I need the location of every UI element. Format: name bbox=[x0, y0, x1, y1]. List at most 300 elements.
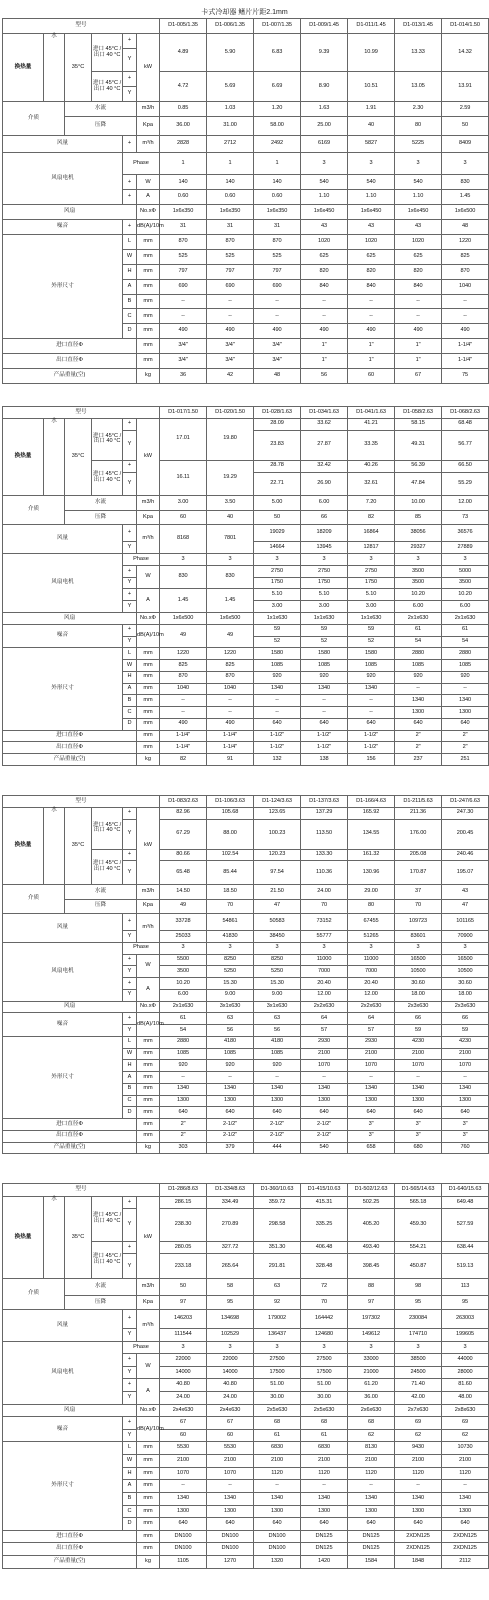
value-cell: -- bbox=[348, 294, 395, 309]
value-cell: 2x1x630 bbox=[395, 612, 442, 624]
value-cell: 65.48 bbox=[160, 861, 207, 885]
value-cell: 38056 bbox=[395, 524, 442, 542]
weight-label: 产品重量(空) bbox=[3, 368, 137, 383]
value-cell: 1 bbox=[160, 153, 207, 175]
model-name: D1-017/1.50 bbox=[160, 407, 207, 419]
value-cell: 7000 bbox=[348, 966, 395, 978]
value-cell: 63 bbox=[254, 1013, 301, 1025]
value-cell: 565.18 bbox=[395, 1196, 442, 1209]
value-cell: 1120 bbox=[254, 1467, 301, 1480]
unit-mm: mm bbox=[137, 264, 160, 279]
value-cell: 1070 bbox=[348, 1060, 395, 1072]
unit-mm: mm bbox=[137, 1467, 160, 1480]
value-cell: 2492 bbox=[254, 136, 301, 153]
dimension-letter: H bbox=[123, 1060, 137, 1072]
value-cell: 38500 bbox=[395, 1354, 442, 1367]
water-label: 水 bbox=[44, 1196, 65, 1279]
dimensions-label: 外形尺寸 bbox=[3, 1442, 123, 1530]
unit-w: W bbox=[137, 954, 160, 978]
value-cell: 66.50 bbox=[442, 460, 489, 472]
table-row bbox=[3, 554, 489, 566]
value-cell: 840 bbox=[348, 279, 395, 294]
value-cell: 2930 bbox=[348, 1036, 395, 1048]
air-volume-label: 风量 bbox=[3, 1310, 123, 1342]
value-cell: -- bbox=[395, 309, 442, 324]
value-cell: 60 bbox=[348, 368, 395, 383]
value-cell: 120.23 bbox=[254, 849, 301, 861]
unit-m3h-air: m³/h bbox=[137, 524, 160, 553]
value-cell: 3 bbox=[395, 942, 442, 954]
value-cell: 640 bbox=[442, 718, 489, 730]
model-name: D1-020/1.50 bbox=[207, 407, 254, 419]
unit-mm: mm bbox=[137, 1455, 160, 1468]
value-cell: 2XDN125 bbox=[442, 1543, 489, 1556]
water-label: 水 bbox=[44, 807, 65, 884]
value-cell: 64 bbox=[348, 1013, 395, 1025]
value-cell: 97 bbox=[348, 1295, 395, 1309]
value-cell: 8168 bbox=[160, 524, 207, 553]
value-cell: 334.49 bbox=[207, 1196, 254, 1209]
value-cell: 66 bbox=[442, 1013, 489, 1025]
value-cell: 197302 bbox=[348, 1310, 395, 1329]
value-cell: 27500 bbox=[254, 1354, 301, 1367]
value-cell: 5225 bbox=[395, 136, 442, 153]
dimensions-label: 外形尺寸 bbox=[3, 1036, 123, 1118]
table-row bbox=[3, 1341, 489, 1354]
value-cell: 6830 bbox=[301, 1442, 348, 1455]
value-cell: 67.29 bbox=[160, 819, 207, 849]
value-cell: 161.32 bbox=[348, 849, 395, 861]
value-cell: 519.13 bbox=[442, 1254, 489, 1279]
noise-label: 噪音 bbox=[3, 1417, 123, 1442]
value-cell: 251 bbox=[442, 754, 489, 766]
value-cell: -- bbox=[348, 1072, 395, 1084]
value-cell: 1750 bbox=[348, 577, 395, 589]
value-cell: 18.00 bbox=[442, 989, 489, 1001]
value-cell: 2880 bbox=[160, 1036, 207, 1048]
value-cell: 28.78 bbox=[254, 460, 301, 472]
table-row bbox=[3, 153, 489, 175]
value-cell: 1.10 bbox=[301, 190, 348, 205]
value-cell: 61 bbox=[301, 1429, 348, 1442]
value-cell: 1 bbox=[207, 153, 254, 175]
air-volume-label: 风量 bbox=[3, 524, 123, 553]
value-cell: 920 bbox=[254, 671, 301, 683]
value-cell: 1300 bbox=[348, 1095, 395, 1107]
value-cell: 1085 bbox=[442, 660, 489, 672]
value-cell: 640 bbox=[442, 1518, 489, 1531]
value-cell: 1x6x500 bbox=[207, 612, 254, 624]
value-cell: 690 bbox=[254, 279, 301, 294]
value-cell: 1120 bbox=[348, 1467, 395, 1480]
value-cell: 359.72 bbox=[254, 1196, 301, 1209]
table-row bbox=[3, 624, 489, 636]
value-cell: 1-1/4" bbox=[160, 742, 207, 754]
plus-label: + bbox=[123, 136, 137, 153]
inlet-outlet-label: 进口 45°C /出口 40 °C bbox=[92, 807, 123, 849]
value-cell: 59 bbox=[395, 1025, 442, 1037]
unit-w: W bbox=[137, 175, 160, 190]
value-cell: 263003 bbox=[442, 1310, 489, 1329]
value-cell: 1x1x630 bbox=[348, 612, 395, 624]
table-row bbox=[3, 742, 489, 754]
dimension-letter: D bbox=[123, 718, 137, 730]
value-cell: 49 bbox=[160, 624, 207, 648]
value-cell: 640 bbox=[395, 1518, 442, 1531]
value-cell: 870 bbox=[160, 671, 207, 683]
value-cell: 1300 bbox=[301, 1505, 348, 1518]
value-cell: 10.00 bbox=[395, 496, 442, 511]
value-cell: DN125 bbox=[348, 1530, 395, 1543]
value-cell: 2" bbox=[442, 742, 489, 754]
unit-mm: mm bbox=[137, 1518, 160, 1531]
value-cell: 137.29 bbox=[301, 807, 348, 819]
value-cell: 9430 bbox=[395, 1442, 442, 1455]
value-cell: 16864 bbox=[348, 524, 395, 542]
value-cell: 85.44 bbox=[207, 861, 254, 885]
value-cell: 640 bbox=[254, 718, 301, 730]
value-cell: 13.33 bbox=[395, 33, 442, 71]
dimension-letter: D bbox=[123, 324, 137, 339]
value-cell: 797 bbox=[160, 264, 207, 279]
value-cell: 1-1/2" bbox=[301, 730, 348, 742]
value-cell: 7801 bbox=[207, 524, 254, 553]
value-cell: 54861 bbox=[207, 913, 254, 931]
table-row bbox=[3, 1404, 489, 1417]
value-cell: 450.87 bbox=[395, 1254, 442, 1279]
value-cell: 1x6x450 bbox=[301, 205, 348, 220]
pressure-drop-label: 压降 bbox=[65, 116, 137, 135]
unit-mm: mm bbox=[137, 1492, 160, 1505]
value-cell: 1300 bbox=[160, 1095, 207, 1107]
value-cell: 1-1/4" bbox=[207, 730, 254, 742]
value-cell: 1.45 bbox=[442, 190, 489, 205]
value-cell: 67 bbox=[160, 1417, 207, 1430]
table-row bbox=[3, 496, 489, 511]
value-cell: 1040 bbox=[207, 683, 254, 695]
value-cell: 10500 bbox=[395, 966, 442, 978]
value-cell: 68 bbox=[254, 1417, 301, 1430]
inlet-outlet-label: 进口 45°C /出口 40 °C bbox=[92, 418, 123, 460]
value-cell: 3500 bbox=[395, 565, 442, 577]
value-cell: 54 bbox=[160, 1025, 207, 1037]
value-cell: 493.40 bbox=[348, 1241, 395, 1254]
value-cell: 10500 bbox=[442, 966, 489, 978]
value-cell: -- bbox=[207, 294, 254, 309]
unit-a: A bbox=[137, 978, 160, 1002]
value-cell: 379 bbox=[207, 1142, 254, 1154]
value-cell: 8.90 bbox=[301, 72, 348, 102]
unit-kw: kW bbox=[137, 807, 160, 884]
value-cell: 328.48 bbox=[301, 1254, 348, 1279]
value-cell: 405.20 bbox=[348, 1209, 395, 1241]
value-cell: 28.09 bbox=[254, 418, 301, 430]
value-cell: 51265 bbox=[348, 931, 395, 943]
value-cell: 61 bbox=[254, 1429, 301, 1442]
unit-mm: mm bbox=[137, 1072, 160, 1084]
value-cell: -- bbox=[348, 695, 395, 707]
noise-label: 噪音 bbox=[3, 1013, 123, 1037]
value-cell: 81.60 bbox=[442, 1379, 489, 1392]
value-cell: 1.45 bbox=[160, 589, 207, 613]
value-cell: 2x8x630 bbox=[442, 1404, 489, 1417]
value-cell: 3 bbox=[301, 153, 348, 175]
value-cell: 29327 bbox=[395, 542, 442, 554]
value-cell: 2.59 bbox=[442, 101, 489, 116]
table-row bbox=[3, 1184, 489, 1197]
value-cell: 23.83 bbox=[254, 430, 301, 460]
plus-label: + bbox=[123, 175, 137, 190]
value-cell: 14.50 bbox=[160, 884, 207, 899]
value-cell: 67 bbox=[395, 368, 442, 383]
flow-label: 水流 bbox=[65, 496, 137, 511]
value-cell: 8130 bbox=[348, 1442, 395, 1455]
inlet-label: 进口直径Φ bbox=[3, 1119, 137, 1131]
value-cell: -- bbox=[348, 309, 395, 324]
dimension-letter: C bbox=[123, 1095, 137, 1107]
spec-table bbox=[2, 18, 489, 384]
value-cell: 5250 bbox=[254, 966, 301, 978]
value-cell: 30.00 bbox=[254, 1392, 301, 1405]
value-cell: 67455 bbox=[348, 913, 395, 931]
value-cell: -- bbox=[301, 294, 348, 309]
plus-label: + bbox=[123, 33, 137, 48]
value-cell: 132 bbox=[254, 754, 301, 766]
value-cell: 80.66 bbox=[160, 849, 207, 861]
value-cell: 327.72 bbox=[207, 1241, 254, 1254]
unit-mm: mm bbox=[137, 1060, 160, 1072]
value-cell: 3.50 bbox=[207, 496, 254, 511]
value-cell: 63 bbox=[254, 1279, 301, 1295]
value-cell: 1085 bbox=[301, 660, 348, 672]
value-cell: 61 bbox=[395, 624, 442, 636]
value-cell: 52 bbox=[348, 636, 395, 648]
value-cell: 16500 bbox=[442, 954, 489, 966]
pressure-drop-label: 压降 bbox=[65, 511, 137, 524]
value-cell: 95 bbox=[442, 1295, 489, 1309]
value-cell: 18209 bbox=[301, 524, 348, 542]
value-cell: 280.05 bbox=[160, 1241, 207, 1254]
y-label: Y bbox=[123, 542, 137, 554]
value-cell: 3 bbox=[395, 554, 442, 566]
value-cell: 7.20 bbox=[348, 496, 395, 511]
value-cell: 3 bbox=[348, 1341, 395, 1354]
value-cell: 52 bbox=[254, 636, 301, 648]
value-cell: 3/4" bbox=[160, 354, 207, 369]
table-row bbox=[3, 1417, 489, 1430]
value-cell: 230084 bbox=[395, 1310, 442, 1329]
value-cell: -- bbox=[160, 1480, 207, 1493]
table-row bbox=[3, 511, 489, 524]
value-cell: -- bbox=[301, 1480, 348, 1493]
unit-kw: kW bbox=[137, 33, 160, 101]
unit-fan: No.xΦ bbox=[137, 1001, 160, 1013]
value-cell: 649.48 bbox=[442, 1196, 489, 1209]
medium-label: 介质 bbox=[3, 1279, 65, 1310]
y-label: Y bbox=[123, 430, 137, 460]
value-cell: 25033 bbox=[160, 931, 207, 943]
unit-mm: mm bbox=[137, 1530, 160, 1543]
value-cell: 3" bbox=[348, 1130, 395, 1142]
value-cell: 490 bbox=[160, 718, 207, 730]
y-label: Y bbox=[123, 87, 137, 102]
value-cell: 2750 bbox=[301, 565, 348, 577]
value-cell: 1085 bbox=[207, 1048, 254, 1060]
unit-kpa: Kpa bbox=[137, 1295, 160, 1309]
value-cell: 3x1x630 bbox=[207, 1001, 254, 1013]
value-cell: 62 bbox=[442, 1429, 489, 1442]
noise-label: 噪音 bbox=[3, 624, 123, 648]
value-cell: 3 bbox=[207, 554, 254, 566]
outlet-label: 出口直径Φ bbox=[3, 742, 137, 754]
value-cell: 73 bbox=[442, 511, 489, 524]
inlet-label: 进口直径Φ bbox=[3, 1530, 137, 1543]
capacity-label: 换热量 bbox=[3, 33, 44, 101]
value-cell: 406.48 bbox=[301, 1241, 348, 1254]
value-cell: 1.45 bbox=[207, 589, 254, 613]
value-cell: 2750 bbox=[348, 565, 395, 577]
value-cell: 1085 bbox=[160, 1048, 207, 1060]
value-cell: 1340 bbox=[442, 695, 489, 707]
value-cell: 70 bbox=[301, 900, 348, 913]
unit-mm: mm bbox=[137, 1048, 160, 1060]
value-cell: 1300 bbox=[207, 1505, 254, 1518]
value-cell: 270.89 bbox=[207, 1209, 254, 1241]
value-cell: 33728 bbox=[160, 913, 207, 931]
unit-mm: mm bbox=[137, 707, 160, 719]
value-cell: 6.00 bbox=[395, 601, 442, 613]
temp-label: 35°C bbox=[65, 33, 92, 101]
value-cell: 680 bbox=[395, 1142, 442, 1154]
value-cell: 51.00 bbox=[301, 1379, 348, 1392]
value-cell: 33.35 bbox=[348, 430, 395, 460]
dimension-letter: B bbox=[123, 1083, 137, 1095]
value-cell: 2-1/2" bbox=[207, 1119, 254, 1131]
value-cell: 102.54 bbox=[207, 849, 254, 861]
value-cell: -- bbox=[348, 1480, 395, 1493]
value-cell: 240.46 bbox=[442, 849, 489, 861]
value-cell: 3x1x630 bbox=[254, 1001, 301, 1013]
unit-mm: mm bbox=[137, 683, 160, 695]
value-cell: 1x6x350 bbox=[160, 205, 207, 220]
table-row bbox=[3, 368, 489, 383]
value-cell: 459.30 bbox=[395, 1209, 442, 1241]
value-cell: 19.29 bbox=[207, 460, 254, 495]
table-row bbox=[3, 1013, 489, 1025]
value-cell: 75 bbox=[442, 368, 489, 383]
air-volume-label: 风量 bbox=[3, 136, 123, 153]
value-cell: 298.58 bbox=[254, 1209, 301, 1241]
inlet-outlet-label: 进口 45°C /出口 40 °C bbox=[92, 1241, 123, 1279]
unit-mm: mm bbox=[137, 718, 160, 730]
plus-label: + bbox=[123, 978, 137, 990]
value-cell: 0.60 bbox=[160, 190, 207, 205]
value-cell: 237 bbox=[395, 754, 442, 766]
value-cell: 1070 bbox=[395, 1060, 442, 1072]
value-cell: 1300 bbox=[395, 1505, 442, 1518]
value-cell: 1x6x500 bbox=[160, 612, 207, 624]
plus-label: + bbox=[123, 1417, 137, 1430]
table-row bbox=[3, 612, 489, 624]
value-cell: 134698 bbox=[207, 1310, 254, 1329]
y-label: Y bbox=[123, 989, 137, 1001]
value-cell: 1300 bbox=[395, 1095, 442, 1107]
value-cell: 200.45 bbox=[442, 819, 489, 849]
value-cell: 1300 bbox=[442, 1095, 489, 1107]
model-name: D1-006/1.35 bbox=[207, 19, 254, 34]
value-cell: 17500 bbox=[301, 1366, 348, 1379]
value-cell: 2x6x630 bbox=[348, 1404, 395, 1417]
value-cell: 490 bbox=[160, 324, 207, 339]
value-cell: 1300 bbox=[442, 707, 489, 719]
value-cell: 12817 bbox=[348, 542, 395, 554]
value-cell: 4180 bbox=[207, 1036, 254, 1048]
plus-label: + bbox=[123, 624, 137, 636]
unit-mm: mm bbox=[137, 324, 160, 339]
value-cell: 920 bbox=[301, 671, 348, 683]
value-cell: 2100 bbox=[160, 1455, 207, 1468]
value-cell: 33.62 bbox=[301, 418, 348, 430]
value-cell: DN125 bbox=[348, 1543, 395, 1556]
value-cell: 140 bbox=[254, 175, 301, 190]
value-cell: 1340 bbox=[207, 1492, 254, 1505]
value-cell: 1085 bbox=[254, 660, 301, 672]
value-cell: 1-1/4" bbox=[207, 742, 254, 754]
value-cell: 11000 bbox=[348, 954, 395, 966]
unit-mm: mm bbox=[137, 1130, 160, 1142]
y-label: Y bbox=[123, 861, 137, 885]
plus-label: + bbox=[123, 72, 137, 87]
value-cell: -- bbox=[301, 707, 348, 719]
value-cell: 50 bbox=[160, 1279, 207, 1295]
value-cell: 10.99 bbox=[348, 33, 395, 71]
value-cell: 1-1/2" bbox=[301, 742, 348, 754]
unit-m3h-air: m³/h bbox=[137, 1310, 160, 1342]
dimension-letter: A bbox=[123, 1480, 137, 1493]
value-cell: 56 bbox=[301, 368, 348, 383]
value-cell: 1580 bbox=[254, 648, 301, 660]
value-cell: 2x4x630 bbox=[207, 1404, 254, 1417]
value-cell: 1340 bbox=[442, 1083, 489, 1095]
plus-label: + bbox=[123, 190, 137, 205]
inlet-outlet-label: 进口 45°C /出口 40 °C bbox=[92, 33, 123, 71]
table-row bbox=[3, 1130, 489, 1142]
plus-label: + bbox=[123, 460, 137, 472]
value-cell: 50583 bbox=[254, 913, 301, 931]
dimension-letter: W bbox=[123, 660, 137, 672]
table-row bbox=[3, 1295, 489, 1309]
value-cell: 4230 bbox=[442, 1036, 489, 1048]
y-label: Y bbox=[123, 472, 137, 496]
value-cell: 164442 bbox=[301, 1310, 348, 1329]
value-cell: 920 bbox=[348, 671, 395, 683]
value-cell: 95 bbox=[395, 1295, 442, 1309]
value-cell: 1220 bbox=[442, 234, 489, 249]
value-cell: 1340 bbox=[207, 1083, 254, 1095]
value-cell: 540 bbox=[395, 175, 442, 190]
value-cell: 1340 bbox=[395, 695, 442, 707]
value-cell: 174710 bbox=[395, 1329, 442, 1342]
value-cell: 1340 bbox=[254, 1083, 301, 1095]
unit-phase: Phase bbox=[123, 942, 160, 954]
value-cell: 444 bbox=[254, 1142, 301, 1154]
value-cell: 1070 bbox=[160, 1467, 207, 1480]
value-cell: 140 bbox=[207, 175, 254, 190]
unit-noise: dB(A)/10m bbox=[137, 220, 160, 235]
dimension-letter: H bbox=[123, 264, 137, 279]
value-cell: 40.26 bbox=[348, 460, 395, 472]
value-cell: 3.00 bbox=[301, 601, 348, 613]
